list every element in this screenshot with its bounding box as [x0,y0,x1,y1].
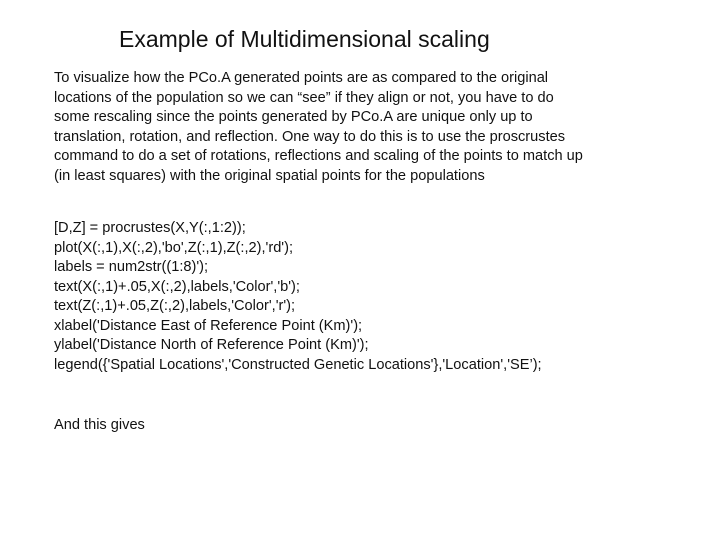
closing-text: And this gives [54,417,145,433]
code-block [54,219,694,375]
code-line: xlabel('Distance East of Reference Point (Km)'); [54,317,363,334]
code-line: plot(X(:,1),X(:,2),'bo',Z(:,1),Z(:,2),'rd'); [54,239,294,256]
paragraph-line: locations of the population so we can “see” if they align or not, you have to do [54,89,554,106]
code-line: text(X(:,1)+.05,X(:,2),labels,'Color','b'); [54,278,300,295]
code-line: ylabel('Distance North of Reference Point (Km)'); [54,337,369,353]
paragraph-line: To visualize how the PCo.A generated points are as compared to the original [54,70,549,86]
code-line: [D,Z] = procrustes(X,Y(:,1:2)); [54,220,246,236]
slide-title: Example of Multidimensional scaling [119,26,490,52]
paragraph-line: some rescaling since the points generated by PCo.A are unique only up to [54,109,533,125]
paragraph-line: translation, rotation, and reflection. One way to do this is to use the proscrustes [54,128,566,145]
paragraph-line: command to do a set of rotations, reflections and scaling of the points to match up [54,148,583,164]
code-line: labels = num2str((1:8)'); [54,259,209,275]
paragraph-line: (in least squares) with the original spatial points for the populations [54,167,485,184]
code-line: legend({'Spatial Locations','Constructed Genetic Locations'},'Location','SE’); [54,356,542,373]
explanation-paragraph [54,69,674,186]
code-line: text(Z(:,1)+.05,Z(:,2),labels,'Color','r'); [54,298,296,314]
